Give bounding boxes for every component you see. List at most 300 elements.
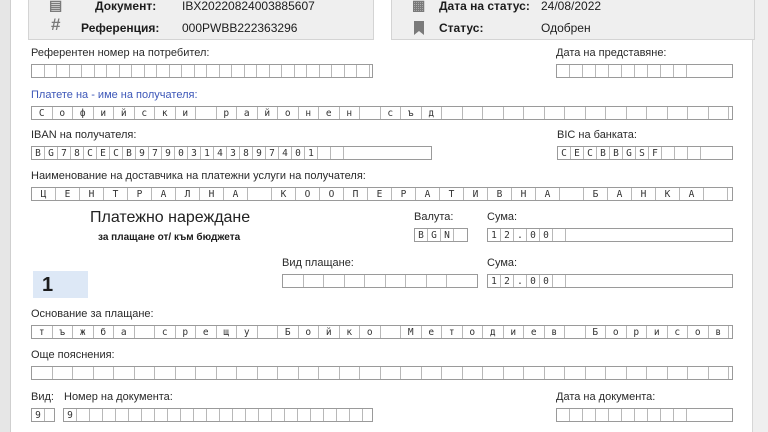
char-cell: о [278,107,299,119]
char-cell: К [656,188,680,200]
char-cell [135,367,156,379]
char-cell: 1 [488,275,501,287]
basis-field[interactable] [31,325,733,339]
char-cell: т [442,326,463,338]
customer-ref-label: Референтен номер на потребител: [31,47,210,59]
char-cell [331,147,344,159]
char-cell: Р [128,188,152,200]
document-info-panel [28,0,374,40]
currency-field[interactable] [414,228,468,242]
bic-label: BIC на банката: [557,129,637,141]
char-cell: р [627,326,648,338]
char-cell: с [668,326,689,338]
char-cell: Н [632,188,656,200]
char-cell [295,65,308,77]
char-cell [365,275,386,287]
char-cell [583,409,596,421]
char-cell: й [319,326,340,338]
char-cell: д [483,326,504,338]
reference-label: Референция: [81,21,160,35]
char-cell: 0 [175,147,188,159]
char-cell [565,367,586,379]
char-cell: о [688,326,709,338]
char-cell [674,409,687,421]
doc-type-field[interactable] [31,408,55,422]
char-cell [103,409,116,421]
char-cell [90,409,103,421]
char-cell: р [176,326,197,338]
char-cell [258,367,279,379]
amount2-field[interactable] [487,274,733,288]
char-cell [627,107,648,119]
char-cell [545,367,566,379]
char-cell [196,107,217,119]
char-cell [627,367,648,379]
char-cell [524,107,545,119]
char-cell [596,409,609,421]
char-cell [318,147,331,159]
char-cell: в [709,326,730,338]
char-cell: Т [440,188,464,200]
char-cell [648,409,661,421]
char-cell [609,65,622,77]
char-cell [483,107,504,119]
char-cell [73,367,94,379]
char-cell [557,409,570,421]
amount-label: Сума: [487,211,518,223]
left-page-edge [0,0,11,432]
char-cell [545,107,566,119]
char-cell: Н [200,188,224,200]
form-title: Платежно нареждане [90,209,251,226]
calendar-icon: ▦ [412,0,426,13]
char-cell [259,409,272,421]
char-cell [270,65,283,77]
char-cell: о [463,326,484,338]
char-cell [45,409,55,421]
char-cell: C [584,147,597,159]
currency-label: Валута: [414,211,454,223]
char-cell: с [381,107,402,119]
char-cell [237,367,258,379]
char-cell [661,409,674,421]
char-cell [422,367,443,379]
char-cell: 8 [71,147,84,159]
char-cell: о [53,107,74,119]
char-cell [463,367,484,379]
char-cell: 3 [227,147,240,159]
char-cell: П [344,188,368,200]
char-cell: 9 [253,147,266,159]
char-cell [246,409,259,421]
char-cell [504,107,525,119]
submit-date-field[interactable] [556,64,733,78]
char-cell [32,367,53,379]
status-label: Статус: [439,21,484,35]
char-cell [483,367,504,379]
char-cell [245,65,258,77]
char-cell: C [558,147,571,159]
char-cell [220,65,233,77]
char-cell: 9 [32,409,45,421]
char-cell: 4 [214,147,227,159]
char-cell [195,65,208,77]
char-cell [320,65,333,77]
char-cell: ъ [53,326,74,338]
char-cell: 1 [305,147,318,159]
char-cell [170,65,183,77]
char-cell [176,367,197,379]
char-cell [647,367,668,379]
char-cell: и [504,326,525,338]
char-cell: А [224,188,248,200]
char-cell: ж [73,326,94,338]
char-cell [668,367,689,379]
char-cell: 0 [527,275,540,287]
char-cell: р [217,107,238,119]
char-cell: . [514,275,527,287]
char-cell [586,107,607,119]
char-cell [363,409,373,421]
char-cell: 0 [540,229,553,241]
char-cell: C [110,147,123,159]
char-cell [114,367,135,379]
char-cell: к [340,326,361,338]
payment-type-label: Вид плащане: [282,257,354,269]
char-cell [381,367,402,379]
char-cell [668,107,689,119]
char-cell [233,409,246,421]
char-cell: 7 [266,147,279,159]
char-cell: у [237,326,258,338]
char-cell: C [84,147,97,159]
char-cell [674,65,687,77]
char-cell: с [135,107,156,119]
char-cell: G [428,229,441,241]
char-cell: 7 [149,147,162,159]
char-cell [728,188,733,200]
char-cell [662,147,675,159]
char-cell: е [319,107,340,119]
char-cell [57,65,70,77]
char-cell [675,147,688,159]
char-cell [704,188,728,200]
status-value: Одобрен [541,21,591,35]
char-cell [406,275,427,287]
char-cell: B [415,229,428,241]
char-cell: G [623,147,636,159]
char-cell: Ц [32,188,56,200]
char-cell: й [258,107,279,119]
char-cell [220,409,233,421]
char-cell: О [296,188,320,200]
char-cell: Б [278,326,299,338]
doc-type-label: Вид: [31,391,54,403]
char-cell: А [152,188,176,200]
char-cell [729,326,733,338]
char-cell: ъ [401,107,422,119]
char-cell: 3 [188,147,201,159]
char-cell [360,107,381,119]
doc-date-field[interactable] [556,408,733,422]
char-cell: й [114,107,135,119]
char-cell: в [545,326,566,338]
char-cell [258,326,279,338]
char-cell: А [416,188,440,200]
char-cell [272,409,285,421]
char-cell: 8 [240,147,253,159]
char-cell [504,367,525,379]
char-cell [232,65,245,77]
provider-field[interactable] [31,187,733,201]
char-cell [311,409,324,421]
payment-type-field[interactable] [282,274,478,288]
char-cell [299,367,320,379]
char-cell: Е [56,188,80,200]
char-cell [95,65,108,77]
char-cell: B [610,147,623,159]
char-cell [609,409,622,421]
char-cell: е [524,326,545,338]
doc-date-label: Дата на документа: [556,391,656,403]
amount2-label: Сума: [487,257,518,269]
char-cell [661,65,674,77]
char-cell [70,65,83,77]
char-cell [107,65,120,77]
char-cell: к [155,107,176,119]
char-cell [282,65,295,77]
char-cell: B [597,147,610,159]
char-cell [278,367,299,379]
char-cell [709,107,730,119]
char-cell: Б [584,188,608,200]
char-cell [357,65,370,77]
char-cell [337,409,350,421]
char-cell [586,367,607,379]
char-cell: E [571,147,584,159]
doc-number-field[interactable] [63,408,373,422]
char-cell [120,65,133,77]
right-scroll-edge[interactable] [752,0,768,432]
status-date-value: 24/08/2022 [541,0,602,13]
char-cell [553,229,566,241]
char-cell [324,409,337,421]
notes-label: Още пояснения: [31,349,115,361]
char-cell: А [680,188,704,200]
char-cell [442,367,463,379]
submit-date-label: Дата на представяне: [556,47,667,59]
form-subtitle: за плащане от/ към бюджета [98,232,241,243]
char-cell: н [340,107,361,119]
char-cell [319,367,340,379]
char-cell: С [32,107,53,119]
char-cell [688,107,709,119]
char-cell [381,326,402,338]
char-cell [622,65,635,77]
char-cell: E [97,147,110,159]
notes-field[interactable] [31,366,733,380]
provider-label: Наименование на доставчика на платежни услуги на получателя: [31,170,366,182]
char-cell: 9 [136,147,149,159]
char-cell [194,409,207,421]
char-cell [285,409,298,421]
amount-field[interactable] [487,228,733,242]
char-cell: И [464,188,488,200]
char-cell: А [536,188,560,200]
char-cell: Р [392,188,416,200]
char-cell: F [649,147,662,159]
char-cell [142,409,155,421]
char-cell [207,409,220,421]
char-cell: N [441,229,454,241]
char-cell [307,65,320,77]
char-cell [145,65,158,77]
char-cell [709,367,730,379]
char-cell [324,275,345,287]
char-cell: Л [176,188,200,200]
char-cell: е [196,326,217,338]
basis-label: Основание за плащане: [31,308,154,320]
char-cell [129,409,142,421]
char-cell [217,367,238,379]
char-cell: о [360,326,381,338]
char-cell: В [488,188,512,200]
char-cell [32,65,45,77]
char-cell: 9 [64,409,77,421]
char-cell: Н [80,188,104,200]
char-cell: е [422,326,443,338]
char-cell [570,409,583,421]
char-cell: 9 [162,147,175,159]
doc-number-label: Номер на документа: [64,391,173,403]
char-cell [442,107,463,119]
char-cell [606,107,627,119]
char-cell [132,65,145,77]
char-cell: о [606,326,627,338]
char-cell [565,107,586,119]
char-cell [648,65,661,77]
char-cell: B [123,147,136,159]
char-cell: д [422,107,443,119]
char-cell [524,367,545,379]
char-cell [340,367,361,379]
iban-label: IBAN на получателя: [31,129,137,141]
char-cell: B [32,147,45,159]
char-cell: а [114,326,135,338]
char-cell [688,147,701,159]
char-cell: а [237,107,258,119]
char-cell [606,367,627,379]
char-cell: 0 [292,147,305,159]
char-cell: и [94,107,115,119]
char-cell [116,409,129,421]
char-cell [350,409,363,421]
char-cell: т [32,326,53,338]
payee-label: Платете на - име на получателя: [31,89,198,101]
char-cell [298,409,311,421]
char-cell [157,65,170,77]
bic-field[interactable] [557,146,733,160]
char-cell: К [272,188,296,200]
customer-ref-field[interactable] [31,64,373,78]
char-cell: 7 [58,147,71,159]
char-cell: Т [104,188,128,200]
char-cell [463,107,484,119]
char-cell [207,65,220,77]
char-cell [196,367,217,379]
char-cell: с [155,326,176,338]
char-cell [257,65,270,77]
char-cell [647,107,668,119]
char-cell: ф [73,107,94,119]
char-cell: щ [217,326,238,338]
char-cell: и [176,107,197,119]
char-cell [77,409,90,421]
char-cell [565,326,586,338]
reference-value: 000PWBB222363296 [182,21,298,35]
char-cell: 4 [279,147,292,159]
char-cell [304,275,325,287]
char-cell [345,65,358,77]
char-cell: О [320,188,344,200]
char-cell: и [647,326,668,338]
char-cell [386,275,407,287]
char-cell [635,409,648,421]
char-cell: н [299,107,320,119]
char-cell [622,409,635,421]
char-cell: G [45,147,58,159]
char-cell: . [514,229,527,241]
char-cell [181,409,194,421]
char-cell [332,65,345,77]
char-cell [360,367,381,379]
char-cell: 1 [488,229,501,241]
iban-field[interactable] [31,146,432,160]
char-cell: А [608,188,632,200]
char-cell [345,275,366,287]
hash-icon: # [51,15,61,34]
document-value: IBX20220824003885607 [182,0,315,13]
char-cell [45,65,58,77]
char-cell [155,409,168,421]
char-cell [283,275,304,287]
char-cell: Н [512,188,536,200]
char-cell: 2 [501,229,514,241]
char-cell [182,65,195,77]
document-label: Документ: [95,0,157,13]
bookmark-icon [413,21,425,36]
status-date-label: Дата на статус: [439,0,530,13]
char-cell [570,65,583,77]
char-cell [53,367,74,379]
char-cell [94,367,115,379]
payee-field[interactable] [31,106,733,120]
char-cell: 0 [540,275,553,287]
document-icon: ▤ [49,0,63,13]
char-cell: о [299,326,320,338]
char-cell: 2 [501,275,514,287]
char-cell [635,65,648,77]
char-cell: 1 [201,147,214,159]
char-cell: б [94,326,115,338]
char-cell [583,65,596,77]
char-cell: М [401,326,422,338]
status-info-panel [391,0,755,40]
char-cell [135,326,156,338]
char-cell [168,409,181,421]
char-cell [596,65,609,77]
char-cell [82,65,95,77]
